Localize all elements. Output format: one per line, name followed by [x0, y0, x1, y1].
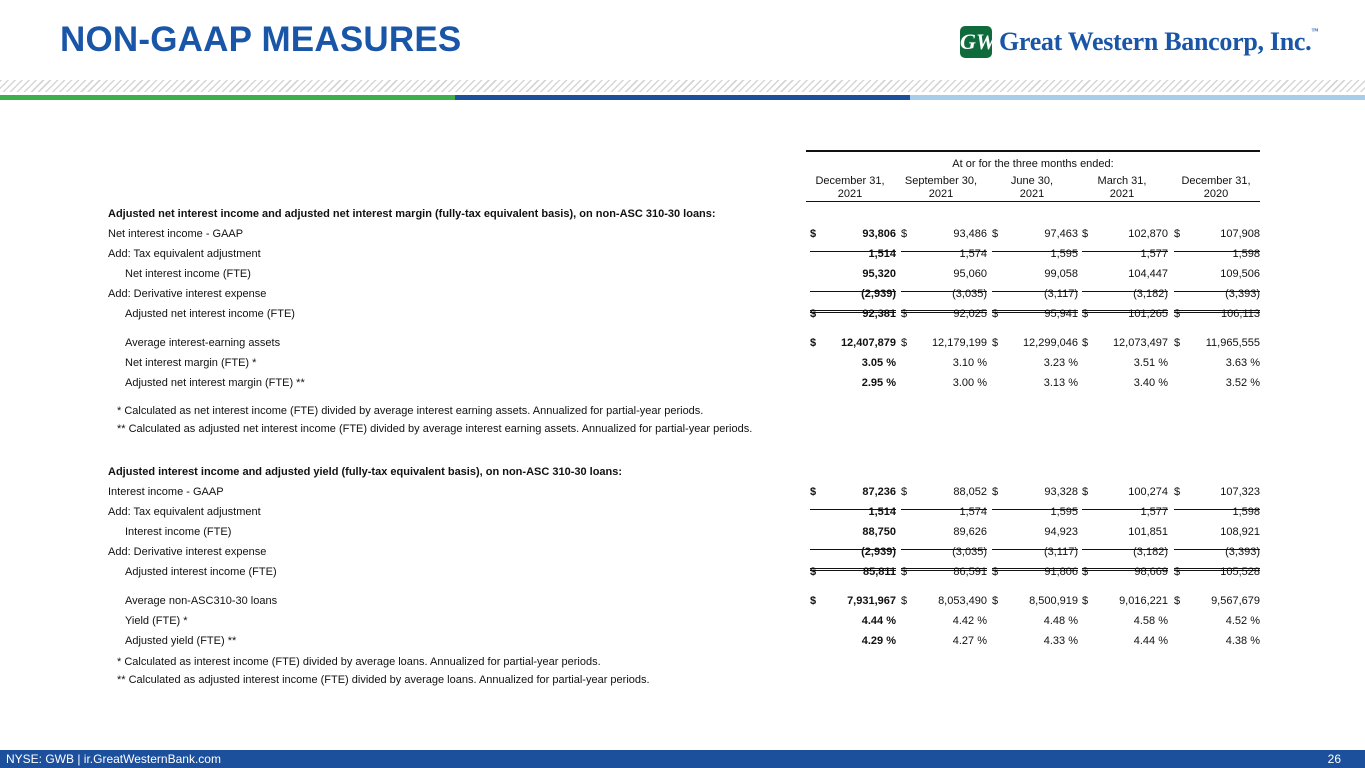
- section-2-title: Adjusted interest income and adjusted yield (fully-tax equivalent basis), on non-ASC 310-30 loans:: [108, 466, 623, 478]
- cell-value: 88,052: [953, 486, 987, 498]
- currency-symbol: $: [1174, 595, 1181, 607]
- cell-value: 97,463: [1044, 228, 1078, 240]
- cell-value: 7,931,967: [847, 595, 896, 607]
- row-label: Average interest-earning assets: [125, 337, 281, 349]
- cell-value: 4.29 %: [861, 635, 896, 647]
- cell-value: 1,595: [1050, 506, 1078, 518]
- cell-value: 4.44 %: [1133, 635, 1168, 647]
- table-cell: [1082, 506, 1168, 518]
- cell-value: 4.42 %: [952, 615, 987, 627]
- currency-symbol: $: [1082, 308, 1089, 320]
- table-cell: [810, 566, 896, 578]
- row-label: Adjusted yield (FTE) **: [125, 635, 237, 647]
- row-label: Adjusted interest income (FTE): [125, 566, 277, 578]
- cell-value: 3.13 %: [1043, 377, 1078, 389]
- footer-bar: [0, 750, 1365, 768]
- row-label: Interest income - GAAP: [108, 486, 224, 498]
- table-cell: [810, 546, 896, 558]
- cell-value: 9,016,221: [1119, 595, 1168, 607]
- header-hatch-divider: [0, 80, 1365, 92]
- table-cell: [810, 248, 896, 260]
- table-row: [0, 264, 1365, 284]
- cell-value: 8,500,919: [1029, 595, 1078, 607]
- section-1-footnote-2: ** Calculated as adjusted net interest income (FTE) divided by average interest earning assets. Annualized for partial-year periods.: [117, 423, 753, 435]
- row-label: Add: Tax equivalent adjustment: [108, 506, 261, 518]
- table-cell: [992, 308, 1078, 320]
- cell-value: 85,811: [862, 566, 896, 578]
- row-label: Add: Derivative interest expense: [108, 546, 267, 558]
- cell-value: 4.52 %: [1225, 615, 1260, 627]
- table-cell: [901, 288, 987, 300]
- table-cell: [992, 566, 1078, 578]
- currency-symbol: $: [810, 595, 817, 607]
- cell-value: 95,941: [1044, 308, 1078, 320]
- table-cell: [1174, 248, 1260, 260]
- currency-symbol: $: [1082, 595, 1089, 607]
- page-number: 26: [1327, 752, 1341, 766]
- table-cell: [901, 546, 987, 558]
- cell-value: 4.27 %: [952, 635, 987, 647]
- cell-value: 3.63 %: [1225, 357, 1260, 369]
- cell-value: 3.40 %: [1133, 377, 1168, 389]
- table-row: [0, 482, 1365, 502]
- cell-value: 95,060: [953, 268, 987, 280]
- cell-value: 88,750: [862, 526, 896, 538]
- currency-symbol: $: [1174, 228, 1181, 240]
- row-label: Net interest margin (FTE) *: [125, 357, 257, 369]
- cell-value: (2,939): [861, 288, 896, 300]
- table-cell: [810, 308, 896, 320]
- cell-value: 102,870: [1128, 228, 1168, 240]
- currency-symbol: $: [901, 566, 908, 578]
- cell-value: 1,577: [1140, 248, 1168, 260]
- currency-symbol: $: [810, 308, 817, 320]
- table-row: [0, 304, 1365, 324]
- cell-value: 107,908: [1220, 228, 1260, 240]
- table-row: [0, 562, 1365, 582]
- column-header-4: March 31, 2021: [1097, 175, 1147, 200]
- column-header-1: December 31, 2021: [815, 175, 885, 200]
- page-title: NON-GAAP MEASURES: [60, 20, 462, 59]
- cell-value: 12,179,199: [931, 337, 987, 349]
- cell-value: (3,182): [1133, 546, 1168, 558]
- currency-symbol: $: [810, 228, 817, 240]
- table-cell: [992, 248, 1078, 260]
- table-row: [0, 522, 1365, 542]
- cell-value: 92,381: [862, 308, 896, 320]
- table-row: [0, 542, 1365, 562]
- cell-value: 1,514: [868, 248, 896, 260]
- cell-value: 1,514: [868, 506, 896, 518]
- cell-value: 9,567,679: [1211, 595, 1260, 607]
- table-row: [0, 353, 1365, 373]
- cell-value: 1,574: [959, 506, 987, 518]
- table-cell: [1174, 308, 1260, 320]
- column-header-rule: [806, 201, 1260, 202]
- row-label: Add: Derivative interest expense: [108, 288, 267, 300]
- company-logo: [960, 24, 1318, 60]
- column-header-2: September 30, 2021: [904, 175, 978, 200]
- header-bar-green: [0, 95, 455, 100]
- table-cell: [1174, 288, 1260, 300]
- cell-value: 12,073,497: [1112, 337, 1168, 349]
- cell-value: 1,598: [1232, 248, 1260, 260]
- table-cell: [1174, 546, 1260, 558]
- table-cell: [810, 288, 896, 300]
- header-bar-blue: [455, 95, 910, 100]
- cell-value: 4.58 %: [1133, 615, 1168, 627]
- cell-value: (3,117): [1043, 288, 1078, 300]
- cell-value: (2,939): [861, 546, 896, 558]
- cell-value: 1,595: [1050, 248, 1078, 260]
- currency-symbol: $: [810, 486, 817, 498]
- table-row: [0, 591, 1365, 611]
- cell-value: 3.51 %: [1133, 357, 1168, 369]
- cell-value: 93,806: [862, 228, 896, 240]
- table-row: [0, 284, 1365, 304]
- table-cell: [1082, 308, 1168, 320]
- cell-value: 93,486: [953, 228, 987, 240]
- table-cell: [901, 308, 987, 320]
- currency-symbol: $: [1082, 486, 1089, 498]
- cell-value: 105,528: [1220, 566, 1260, 578]
- cell-value: 98,669: [1134, 566, 1168, 578]
- header-bar-light-blue: [910, 95, 1365, 100]
- row-label: Interest income (FTE): [125, 526, 232, 538]
- cell-value: 1,574: [959, 248, 987, 260]
- cell-value: 86,591: [953, 566, 987, 578]
- table-cell: [1082, 288, 1168, 300]
- table-cell: [901, 506, 987, 518]
- section-1-title: Adjusted net interest income and adjusted net interest margin (fully-tax equivalent basis), on non-ASC 310-30 loans:: [108, 208, 716, 220]
- row-label: Average non-ASC310-30 loans: [125, 595, 278, 607]
- currency-symbol: $: [1174, 566, 1181, 578]
- currency-symbol: $: [992, 566, 999, 578]
- cell-value: 3.23 %: [1043, 357, 1078, 369]
- table-row: [0, 631, 1365, 651]
- cell-value: 99,058: [1044, 268, 1078, 280]
- cell-value: 1,598: [1232, 506, 1260, 518]
- cell-value: (3,393): [1225, 546, 1260, 558]
- footer-ticker-link[interactable]: NYSE: GWB | ir.GreatWesternBank.com: [6, 752, 221, 766]
- currency-symbol: $: [901, 228, 908, 240]
- section-2-footnote-1: * Calculated as interest income (FTE) divided by average loans. Annualized for partial-year periods.: [117, 656, 601, 668]
- table-row: [0, 502, 1365, 522]
- cell-value: 91,806: [1044, 566, 1078, 578]
- cell-value: 107,323: [1220, 486, 1260, 498]
- row-label: Adjusted net interest income (FTE): [125, 308, 295, 320]
- table-cell: [810, 506, 896, 518]
- cell-value: 92,025: [953, 308, 987, 320]
- cell-value: 87,236: [862, 486, 896, 498]
- cell-value: (3,393): [1225, 288, 1260, 300]
- cell-value: 109,506: [1220, 268, 1260, 280]
- cell-value: (3,035): [952, 288, 987, 300]
- cell-value: 3.05 %: [861, 357, 896, 369]
- table-cell: [901, 566, 987, 578]
- cell-value: 8,053,490: [938, 595, 987, 607]
- cell-value: 95,320: [862, 268, 896, 280]
- cell-value: 3.52 %: [1225, 377, 1260, 389]
- currency-symbol: $: [810, 566, 817, 578]
- cell-value: (3,035): [952, 546, 987, 558]
- table-cell: [1082, 546, 1168, 558]
- table-cell: [1082, 248, 1168, 260]
- currency-symbol: $: [992, 337, 999, 349]
- column-header-5: December 31, 2020: [1181, 175, 1251, 200]
- cell-value: 4.33 %: [1043, 635, 1078, 647]
- cell-value: 101,851: [1128, 526, 1168, 538]
- row-label: Add: Tax equivalent adjustment: [108, 248, 261, 260]
- currency-symbol: $: [992, 486, 999, 498]
- logo-mark-icon: GW: [960, 26, 992, 58]
- table-row: [0, 611, 1365, 631]
- currency-symbol: $: [1174, 337, 1181, 349]
- currency-symbol: $: [901, 595, 908, 607]
- row-label: Net interest income - GAAP: [108, 228, 244, 240]
- row-label: Net interest income (FTE): [125, 268, 251, 280]
- currency-symbol: $: [901, 308, 908, 320]
- currency-symbol: $: [810, 337, 817, 349]
- cell-value: 106,113: [1221, 308, 1260, 320]
- cell-value: 4.48 %: [1043, 615, 1078, 627]
- section-1-title-row: [0, 204, 1365, 224]
- cell-value: 101,265: [1128, 308, 1168, 320]
- currency-symbol: $: [992, 595, 999, 607]
- cell-value: 12,299,046: [1022, 337, 1078, 349]
- table-cell: [1174, 566, 1260, 578]
- cell-value: 94,923: [1044, 526, 1078, 538]
- table-row: [0, 373, 1365, 393]
- table-cell: [1174, 506, 1260, 518]
- cell-value: 100,274: [1128, 486, 1168, 498]
- logo-text: Great Western Bancorp, Inc.™: [999, 27, 1319, 56]
- currency-symbol: $: [901, 486, 908, 498]
- table-cell: [992, 546, 1078, 558]
- section-2-title-row: [0, 462, 1365, 482]
- currency-symbol: $: [1082, 337, 1089, 349]
- currency-symbol: $: [901, 337, 908, 349]
- cell-value: 4.44 %: [861, 615, 896, 627]
- cell-value: 108,921: [1220, 526, 1260, 538]
- cell-value: (3,182): [1133, 288, 1168, 300]
- cell-value: 93,328: [1044, 486, 1078, 498]
- currency-symbol: $: [1174, 486, 1181, 498]
- table-cell: [992, 506, 1078, 518]
- currency-symbol: $: [1174, 308, 1181, 320]
- currency-symbol: $: [992, 308, 999, 320]
- cell-value: 3.00 %: [952, 377, 987, 389]
- section-2-footnote-2: ** Calculated as adjusted interest income (FTE) divided by average loans. Annualized for partial-year periods.: [117, 674, 650, 686]
- table-cell: [1082, 566, 1168, 578]
- currency-symbol: $: [992, 228, 999, 240]
- cell-value: 89,626: [953, 526, 987, 538]
- currency-symbol: $: [1082, 228, 1089, 240]
- cell-value: 12,407,879: [840, 337, 896, 349]
- row-label: Yield (FTE) *: [125, 615, 188, 627]
- cell-value: 104,447: [1128, 268, 1168, 280]
- period-header: At or for the three months ended:: [806, 150, 1260, 170]
- row-label: Adjusted net interest margin (FTE) **: [125, 377, 305, 389]
- cell-value: 3.10 %: [952, 357, 987, 369]
- table-cell: [901, 248, 987, 260]
- cell-value: 2.95 %: [861, 377, 896, 389]
- table-row: [0, 224, 1365, 244]
- section-1-footnote-1: * Calculated as net interest income (FTE) divided by average interest earning assets. Annualized for partial-year periods.: [117, 405, 704, 417]
- table-row: [0, 333, 1365, 353]
- cell-value: 11,965,555: [1205, 337, 1260, 349]
- cell-value: (3,117): [1043, 546, 1078, 558]
- column-header-3: June 30, 2021: [1010, 175, 1054, 200]
- cell-value: 4.38 %: [1225, 635, 1260, 647]
- cell-value: 1,577: [1140, 506, 1168, 518]
- table-row: [0, 244, 1365, 264]
- currency-symbol: $: [1082, 566, 1089, 578]
- table-cell: [992, 288, 1078, 300]
